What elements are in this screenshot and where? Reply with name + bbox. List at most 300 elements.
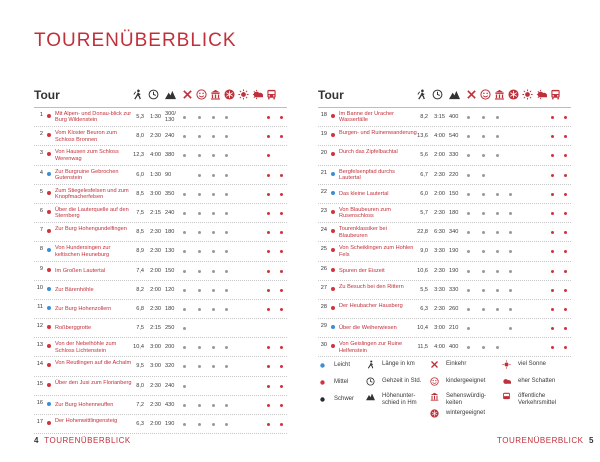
difficulty-dot-icon xyxy=(331,344,335,348)
feature-marker xyxy=(280,212,283,215)
tour-length: 11,5 xyxy=(417,344,428,351)
tour-elevation: 190 xyxy=(449,267,459,274)
tour-elevation: 130 xyxy=(165,248,175,255)
tour-elevation: 400 xyxy=(449,114,459,120)
tour-time: 1:30 xyxy=(150,171,161,178)
tour-length: 7,5 xyxy=(136,209,144,216)
tour-number: 14 xyxy=(36,361,43,368)
difficulty-dot-icon xyxy=(47,191,51,195)
feature-marker xyxy=(509,327,512,330)
feature-marker xyxy=(551,270,554,273)
feature-marker xyxy=(212,250,215,253)
tour-number: 29 xyxy=(320,323,327,330)
tour-name[interactable]: Von Reutlingen auf die Achalm xyxy=(55,360,132,367)
feature-marker xyxy=(225,423,228,426)
tour-header-label: Tour xyxy=(34,88,60,102)
tour-elevation: 180 xyxy=(165,305,175,312)
tour-elevation: 240 xyxy=(165,133,175,140)
difficulty-dot-icon xyxy=(331,268,335,272)
legend-label: Sehenswürdig-keiten xyxy=(446,393,487,406)
feature-marker xyxy=(509,231,512,234)
feature-marker xyxy=(198,365,201,368)
tour-time: 3:30 xyxy=(434,248,445,255)
sun-icon xyxy=(502,360,511,369)
page-number: 4 xyxy=(34,436,39,445)
tour-number: 12 xyxy=(36,323,43,330)
feature-marker xyxy=(183,365,186,368)
feature-marker xyxy=(212,270,215,273)
feature-marker xyxy=(551,154,554,157)
feature-marker xyxy=(496,346,499,349)
mountain-icon xyxy=(366,392,375,401)
tour-name[interactable]: Über die Lauterquelle auf den Sternberg xyxy=(55,206,129,220)
table-row xyxy=(318,185,571,204)
difficulty-dot-icon xyxy=(331,152,335,156)
feature-marker xyxy=(198,154,201,157)
table-row xyxy=(34,319,287,338)
feature-marker xyxy=(482,116,485,119)
feature-marker xyxy=(183,250,186,253)
tour-elevation: 120 xyxy=(165,286,175,293)
feature-marker xyxy=(551,212,554,215)
feature-marker xyxy=(551,174,554,177)
feature-marker xyxy=(198,250,201,253)
tour-time: 4:00 xyxy=(150,152,161,159)
table-row xyxy=(318,281,571,300)
tour-name[interactable]: Von Blaubeuren zum Rusenschloss xyxy=(339,206,391,220)
feature-marker xyxy=(225,193,228,196)
feature-marker xyxy=(482,250,485,253)
table-row xyxy=(318,300,571,319)
tour-name[interactable]: Durch das Zipfelbachtal xyxy=(339,149,398,156)
tour-length: 6,0 xyxy=(136,171,144,178)
feature-marker xyxy=(212,423,215,426)
feature-marker xyxy=(183,346,186,349)
feature-marker xyxy=(267,154,270,157)
feature-marker xyxy=(183,308,186,311)
tour-number: 8 xyxy=(39,246,43,253)
difficulty-dot-icon xyxy=(331,191,335,195)
legend-label: Mittel xyxy=(334,379,349,385)
feature-marker xyxy=(564,212,567,215)
table-row xyxy=(318,262,571,281)
tour-name[interactable]: Im Großen Lautertal xyxy=(55,267,106,274)
tour-list-right xyxy=(318,108,571,357)
tour-name[interactable]: Von Hausen zum Schloss Werenwag xyxy=(55,149,119,162)
sights-icon xyxy=(210,89,221,100)
hiking-icon xyxy=(132,89,143,100)
feature-marker xyxy=(212,365,215,368)
tour-number: 6 xyxy=(39,207,43,214)
feature-marker xyxy=(212,308,215,311)
feature-marker xyxy=(564,174,567,177)
table-row xyxy=(34,242,287,261)
tour-length: 8,0 xyxy=(136,133,144,140)
tour-time: 3:30 xyxy=(434,286,445,293)
tour-length: 5,3 xyxy=(136,114,144,120)
feature-marker xyxy=(280,346,283,349)
medium-dot-icon xyxy=(318,378,327,387)
feature-marker xyxy=(509,193,512,196)
tour-number: 19 xyxy=(320,131,327,138)
tour-elevation: 350 xyxy=(165,190,175,197)
tour-number: 3 xyxy=(39,150,43,157)
difficulty-dot-icon xyxy=(47,114,51,118)
feature-marker xyxy=(496,289,499,292)
feature-marker xyxy=(467,212,470,215)
legend-label: kindergeeignet xyxy=(446,378,486,384)
tour-time: 2:00 xyxy=(150,421,161,427)
footer-left xyxy=(34,436,131,445)
table-row xyxy=(34,415,287,434)
feature-marker xyxy=(551,308,554,311)
feature-marker xyxy=(509,250,512,253)
tour-time: 2:15 xyxy=(150,209,161,216)
feature-marker xyxy=(564,193,567,196)
feature-marker xyxy=(183,270,186,273)
clock-icon xyxy=(366,377,375,386)
tour-length: 6,8 xyxy=(136,305,144,312)
tour-length: 6,0 xyxy=(420,190,428,197)
feature-marker xyxy=(212,404,215,407)
tour-name[interactable]: Im Banne der Uracher Wasserfälle xyxy=(339,111,395,124)
feature-marker xyxy=(496,231,499,234)
tour-length: 6,7 xyxy=(420,171,428,178)
feature-marker xyxy=(267,346,270,349)
tour-name[interactable]: Über den Jusi zum Florianberg xyxy=(55,379,132,386)
tour-number: 26 xyxy=(320,265,327,272)
difficulty-dot-icon xyxy=(47,172,51,176)
tour-elevation: 190 xyxy=(165,421,175,427)
hard-dot-icon xyxy=(318,395,327,404)
feature-marker xyxy=(280,289,283,292)
legend-label: wintergeeignet xyxy=(446,410,486,416)
feature-marker xyxy=(212,346,215,349)
difficulty-dot-icon xyxy=(47,248,51,252)
table-row xyxy=(34,262,287,281)
tour-name[interactable]: Burgen- und Ruinenwanderung xyxy=(339,130,417,137)
tour-length: 8,2 xyxy=(136,286,144,293)
mountain-icon xyxy=(449,89,460,100)
tour-name[interactable]: Von der Nebelhöhle zum Schloss Lichtenstein xyxy=(55,341,117,354)
tour-elevation: 250 xyxy=(165,325,175,332)
feature-marker xyxy=(183,231,186,234)
tour-elevation: 90 xyxy=(165,171,172,178)
tour-time: 2:30 xyxy=(434,305,445,312)
table-row xyxy=(34,185,287,204)
feature-marker xyxy=(467,193,470,196)
table-row xyxy=(318,223,571,242)
feature-marker xyxy=(467,231,470,234)
tour-elevation: 150 xyxy=(449,190,459,197)
tour-number: 16 xyxy=(36,399,43,406)
tour-time: 2:00 xyxy=(150,286,161,293)
tour-elevation: 540 xyxy=(449,133,459,140)
bus-icon xyxy=(550,89,561,100)
feature-marker xyxy=(267,250,270,253)
snowflake-icon xyxy=(430,409,439,418)
tour-table-left xyxy=(34,86,287,434)
feature-marker xyxy=(198,289,201,292)
feature-marker xyxy=(551,193,554,196)
feature-marker xyxy=(183,116,186,119)
tour-name[interactable]: Von Scheiklingen zum Hohlen Fels xyxy=(339,245,414,258)
tour-elevation: 190 xyxy=(449,248,459,255)
feature-marker xyxy=(496,212,499,215)
feature-marker xyxy=(496,308,499,311)
difficulty-dot-icon xyxy=(47,268,51,272)
feature-marker xyxy=(482,212,485,215)
tour-elevation: 260 xyxy=(449,305,459,312)
tour-name[interactable]: Tourenklassiker bei Blaubeuren xyxy=(339,226,387,239)
feature-marker xyxy=(280,423,283,426)
table-header xyxy=(34,86,287,108)
feature-marker xyxy=(267,193,270,196)
legend-label: eher Schatten xyxy=(518,378,556,384)
tour-name[interactable]: Spuren der Eiszeit xyxy=(339,267,385,274)
feature-marker xyxy=(183,404,186,407)
footer-label: TOURENÜBERBLICK xyxy=(497,436,584,445)
feature-marker xyxy=(198,404,201,407)
tour-elevation: 180 xyxy=(449,209,459,216)
feature-marker xyxy=(509,289,512,292)
feature-marker xyxy=(267,365,270,368)
feature-marker xyxy=(467,154,470,157)
tour-name[interactable]: Zur Burg Hohengundelfingen xyxy=(55,226,127,233)
feature-marker xyxy=(225,250,228,253)
difficulty-dot-icon xyxy=(47,152,51,156)
table-row xyxy=(34,338,287,357)
tour-name[interactable]: Bergfelsenpfad durchs Lautertal xyxy=(339,168,395,181)
tour-time: 4:00 xyxy=(434,344,445,351)
tour-name[interactable]: Das kleine Lautertal xyxy=(339,190,389,197)
feature-marker xyxy=(225,154,228,157)
feature-marker xyxy=(225,135,228,138)
feature-marker xyxy=(212,154,215,157)
tour-number: 20 xyxy=(320,150,327,157)
difficulty-dot-icon xyxy=(47,344,51,348)
tour-time: 3:00 xyxy=(150,363,161,370)
feature-marker xyxy=(198,135,201,138)
feature-marker xyxy=(564,346,567,349)
table-row xyxy=(34,281,287,300)
tour-name[interactable]: Zur Burgruine Gebrochen Gutenstein xyxy=(55,168,119,181)
feature-marker xyxy=(551,289,554,292)
feature-marker xyxy=(198,423,201,426)
bus-icon xyxy=(266,89,277,100)
feature-marker xyxy=(482,308,485,311)
tour-number: 1 xyxy=(39,112,43,118)
feature-marker xyxy=(267,423,270,426)
feature-marker xyxy=(551,346,554,349)
smiley-icon xyxy=(480,89,491,100)
snowflake-icon xyxy=(508,89,519,100)
feature-marker xyxy=(467,327,470,330)
difficulty-dot-icon xyxy=(331,172,335,176)
tour-name[interactable]: Zu Besuch bei den Rittern xyxy=(339,283,404,290)
table-row xyxy=(318,127,571,146)
feature-marker xyxy=(467,346,470,349)
feature-marker xyxy=(225,308,228,311)
smiley-icon xyxy=(430,377,439,386)
feature-marker xyxy=(509,308,512,311)
shade-icon xyxy=(252,89,263,100)
feature-marker xyxy=(225,365,228,368)
tour-list-left xyxy=(34,108,287,434)
tour-number: 27 xyxy=(320,284,327,291)
sun-icon xyxy=(238,89,249,100)
tour-time: 4:00 xyxy=(434,133,445,140)
feature-marker xyxy=(564,308,567,311)
tour-name[interactable]: Zum Stiegelesfelsen und zum Knopfmacherfelsen xyxy=(55,187,129,201)
tour-time: 2:30 xyxy=(150,305,161,312)
tour-time: 3:00 xyxy=(434,325,445,332)
snowflake-icon xyxy=(224,89,235,100)
tour-elevation: 380 xyxy=(165,152,175,159)
feature-marker xyxy=(482,346,485,349)
difficulty-dot-icon xyxy=(47,325,51,329)
tour-name[interactable]: Vom Kloster Beuron zum Schloss Bronnen xyxy=(55,130,117,143)
tour-name[interactable]: Roßberggrotte xyxy=(55,325,92,332)
difficulty-dot-icon xyxy=(331,248,335,252)
feature-marker xyxy=(212,116,215,119)
tour-length: 12,3 xyxy=(133,152,144,159)
difficulty-dot-icon xyxy=(331,325,335,329)
tour-name[interactable]: Über die Weiherwiesen xyxy=(339,325,397,332)
tour-number: 5 xyxy=(39,188,43,195)
tour-name[interactable]: Zur Burg Hohenneuffen xyxy=(55,401,114,408)
tour-length: 8,5 xyxy=(136,229,144,236)
tour-name[interactable]: Mit Alpen- und Donau-blick zur Burg Wildenstein xyxy=(55,111,132,124)
feature-marker xyxy=(280,231,283,234)
table-row xyxy=(34,396,287,415)
feature-marker xyxy=(482,174,485,177)
feature-marker xyxy=(551,231,554,234)
feature-marker xyxy=(183,135,186,138)
feature-marker xyxy=(198,270,201,273)
shade-icon xyxy=(536,89,547,100)
feature-marker xyxy=(212,212,215,215)
feature-marker xyxy=(280,174,283,177)
difficulty-dot-icon xyxy=(331,114,335,118)
tour-elevation: 180 xyxy=(165,229,175,236)
tour-length: 5,6 xyxy=(420,152,428,159)
tour-length: 8,0 xyxy=(136,382,144,389)
tour-length: 8,2 xyxy=(420,114,428,120)
table-row xyxy=(34,357,287,376)
hiking-icon xyxy=(416,89,427,100)
table-header xyxy=(318,86,571,108)
feature-marker xyxy=(280,116,283,119)
feature-marker xyxy=(267,385,270,388)
feature-marker xyxy=(496,250,499,253)
tour-number: 28 xyxy=(320,303,327,310)
page-number: 5 xyxy=(588,436,594,445)
tour-length: 6,3 xyxy=(136,421,144,427)
tour-length: 5,5 xyxy=(420,286,428,293)
feature-marker xyxy=(496,154,499,157)
tour-length: 22,8 xyxy=(417,229,428,236)
tour-name[interactable]: Der Heubacher Hausberg xyxy=(339,302,403,309)
feature-marker xyxy=(183,385,186,388)
feature-marker xyxy=(496,270,499,273)
table-row xyxy=(318,338,571,357)
table-row xyxy=(34,127,287,146)
feature-marker xyxy=(467,270,470,273)
feature-marker xyxy=(564,270,567,273)
table-row xyxy=(34,166,287,185)
restaurant-icon xyxy=(430,360,439,369)
table-row xyxy=(318,108,571,127)
feature-marker xyxy=(564,135,567,138)
feature-marker xyxy=(225,231,228,234)
tour-elevation: 240 xyxy=(165,382,175,389)
tour-name[interactable]: Von Hundersingen zur keltischen Heuneburg xyxy=(55,245,111,258)
feature-marker xyxy=(551,116,554,119)
tour-number: 22 xyxy=(320,188,327,195)
tour-name[interactable]: Zur Bärenhöhle xyxy=(55,286,94,293)
feature-marker xyxy=(198,116,201,119)
tour-number: 4 xyxy=(39,169,43,176)
feature-marker xyxy=(509,270,512,273)
tour-name[interactable]: Zur Burg Hohenzollern xyxy=(55,305,112,312)
feature-marker xyxy=(225,346,228,349)
feature-marker xyxy=(280,365,283,368)
feature-marker xyxy=(198,308,201,311)
feature-marker xyxy=(496,193,499,196)
feature-marker xyxy=(564,116,567,119)
difficulty-dot-icon xyxy=(47,210,51,214)
tour-time: 2:00 xyxy=(434,190,445,197)
tour-name[interactable]: Von Geislingen zur Ruine Helfenstein xyxy=(339,341,403,354)
tour-time: 2:30 xyxy=(150,382,161,389)
feature-marker xyxy=(198,174,201,177)
tour-name[interactable]: Der Hohenwittlingensteig xyxy=(55,418,118,424)
feature-marker xyxy=(183,212,186,215)
feature-marker xyxy=(496,116,499,119)
feature-marker xyxy=(467,250,470,253)
tour-length: 5,7 xyxy=(420,209,428,216)
table-row xyxy=(34,377,287,396)
feature-marker xyxy=(482,270,485,273)
difficulty-dot-icon xyxy=(331,306,335,310)
difficulty-dot-icon xyxy=(47,133,51,137)
feature-marker xyxy=(212,231,215,234)
bus-icon xyxy=(502,392,511,401)
feature-marker xyxy=(467,308,470,311)
feature-marker xyxy=(183,327,186,330)
feature-marker xyxy=(267,116,270,119)
tour-number: 30 xyxy=(320,342,327,349)
sun-icon xyxy=(522,89,533,100)
feature-marker xyxy=(482,154,485,157)
feature-marker xyxy=(482,193,485,196)
feature-marker xyxy=(267,231,270,234)
feature-marker xyxy=(267,174,270,177)
tour-elevation: 330 xyxy=(449,286,459,293)
tour-elevation: 220 xyxy=(449,171,459,178)
feature-marker xyxy=(280,270,283,273)
footer-right xyxy=(497,436,594,445)
tour-elevation: 320 xyxy=(165,363,175,370)
difficulty-dot-icon xyxy=(331,133,335,137)
feature-marker xyxy=(280,308,283,311)
table-row xyxy=(34,146,287,165)
feature-marker xyxy=(280,193,283,196)
tour-table-right xyxy=(318,86,571,357)
footer-label: TOURENÜBERBLICK xyxy=(44,436,131,445)
tour-time: 2:00 xyxy=(150,267,161,274)
